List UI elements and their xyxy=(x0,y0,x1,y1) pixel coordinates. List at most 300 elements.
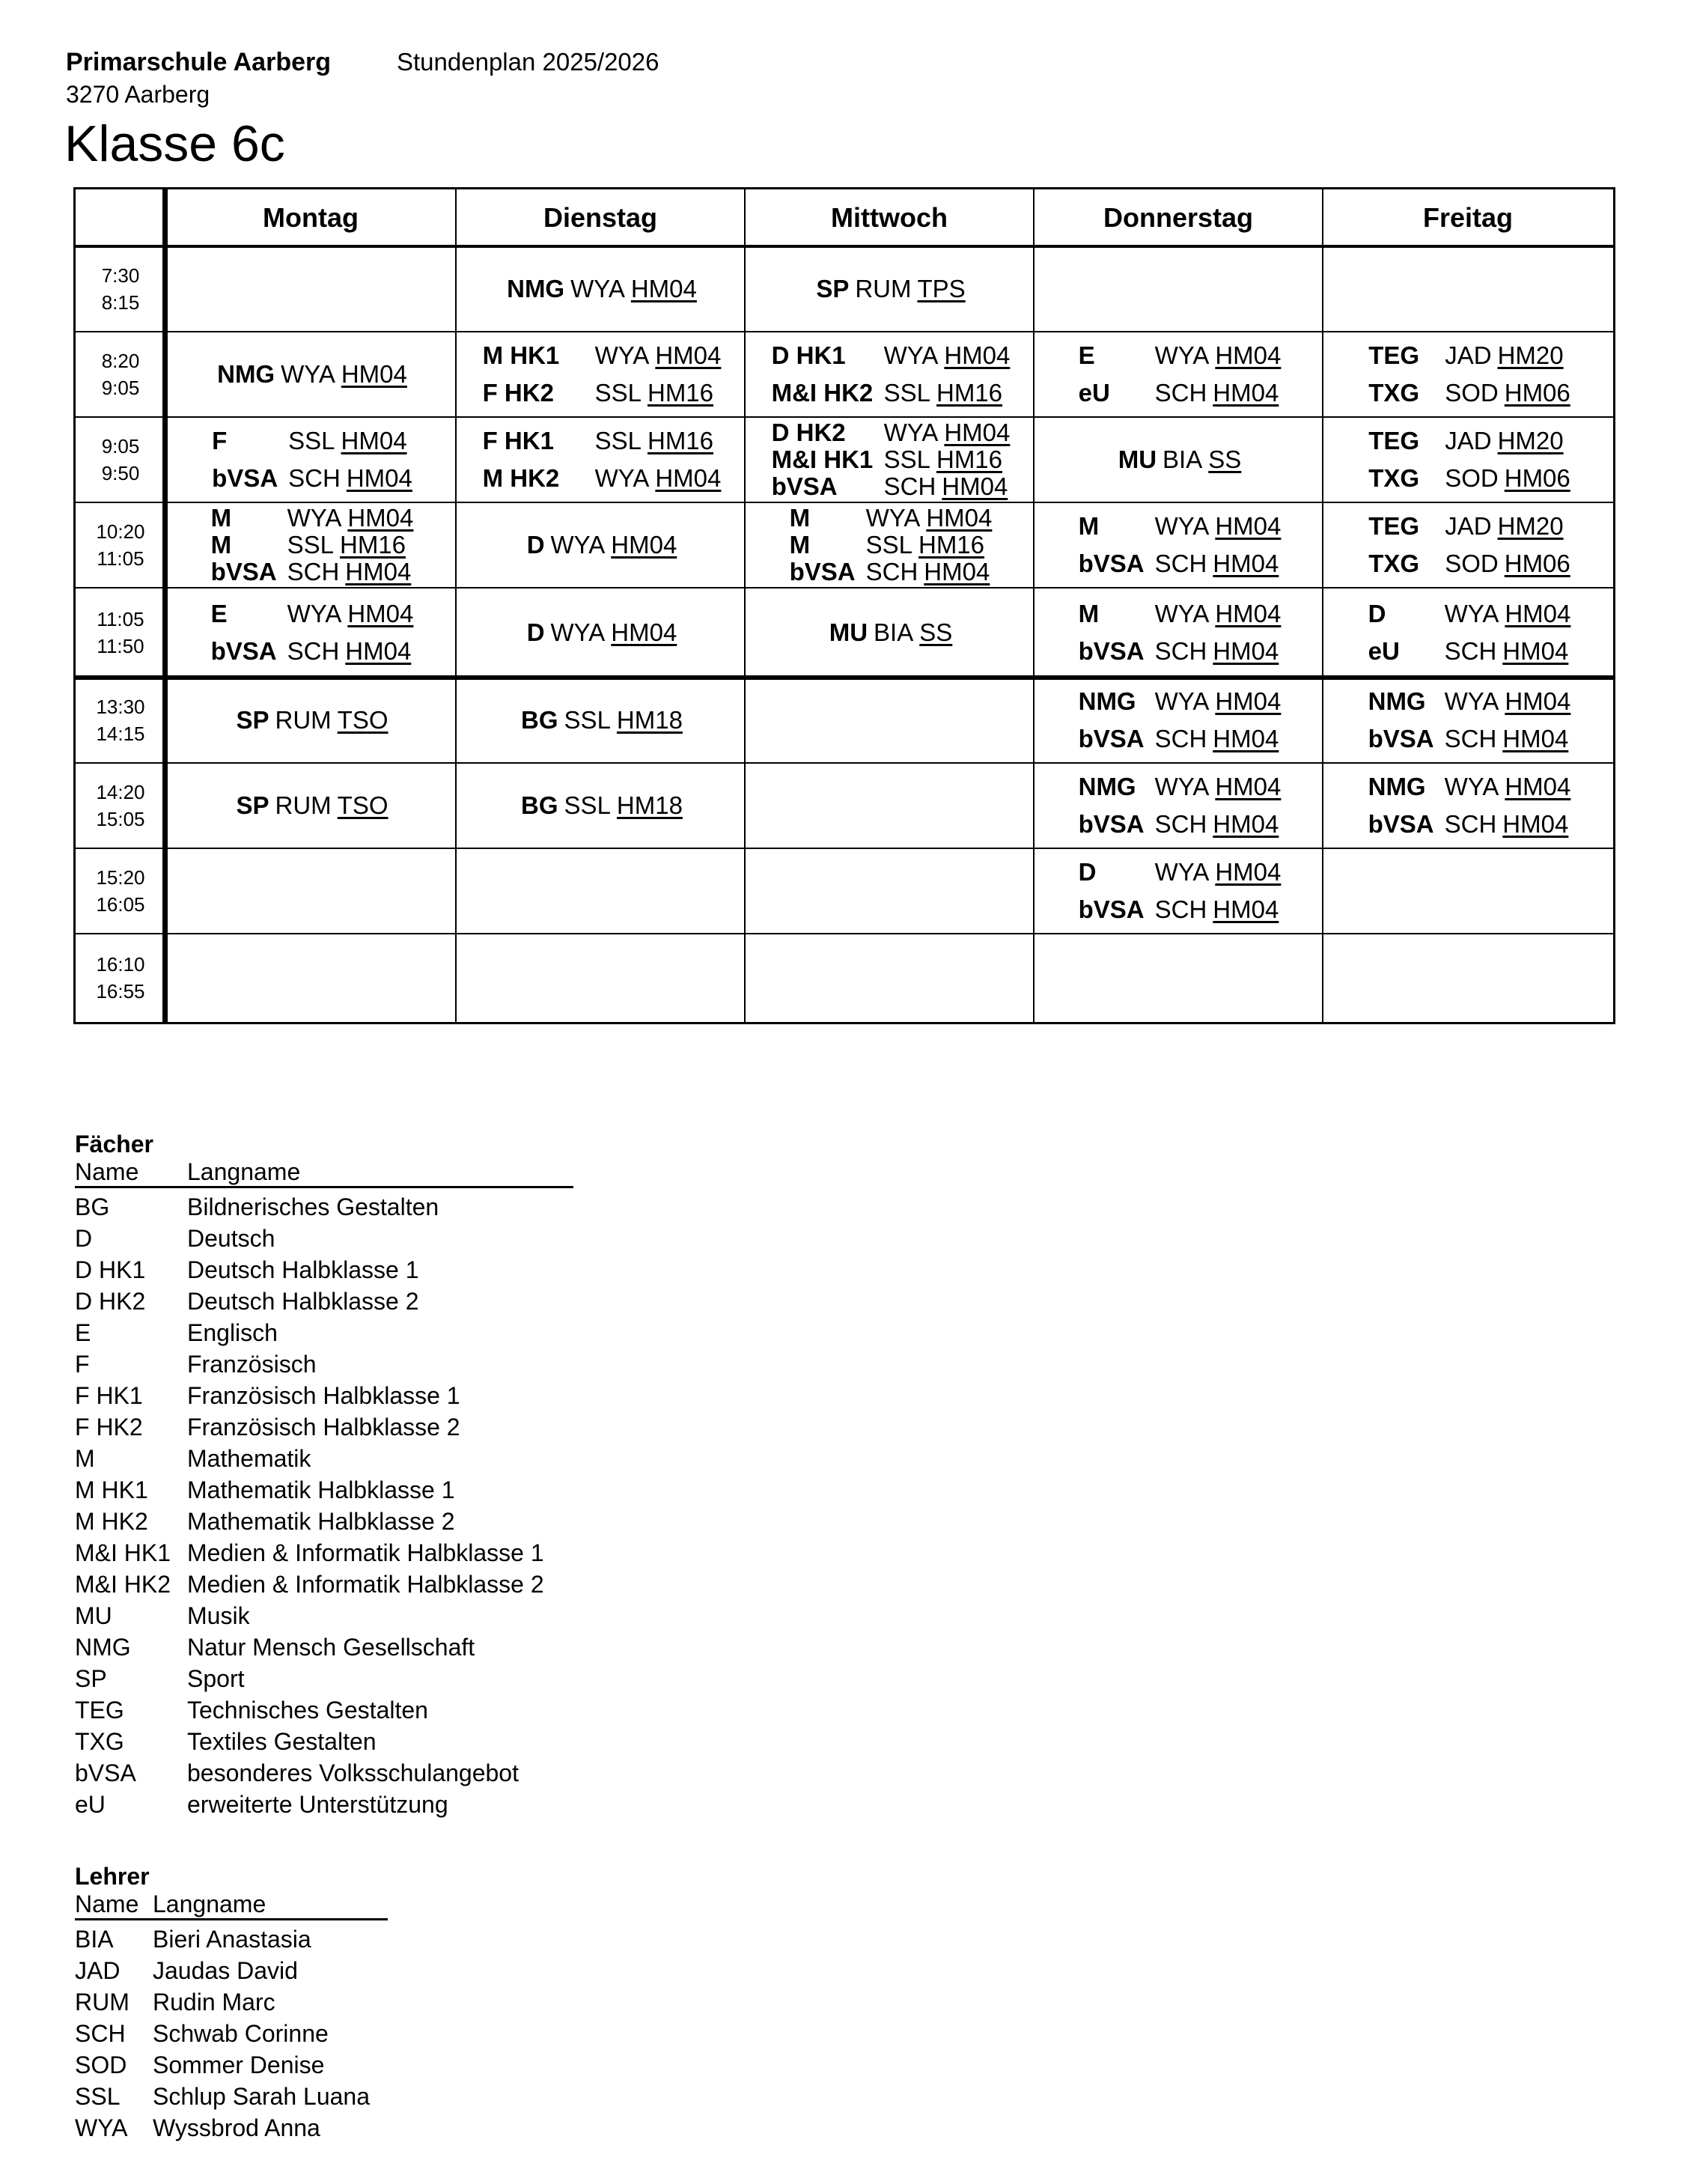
lesson-cell xyxy=(751,589,1031,676)
day-header: Mittwoch xyxy=(831,202,948,233)
time-start: 9:05 xyxy=(101,435,140,457)
lesson-teacher: WYA xyxy=(287,504,342,532)
lesson-room[interactable]: HM04 xyxy=(1215,512,1282,540)
subject-row-code: bVSA xyxy=(75,1759,136,1786)
subject-row-code: M&I HK2 xyxy=(75,1571,171,1598)
subjects-legend-header xyxy=(75,1158,573,1188)
lesson-room[interactable]: HM04 xyxy=(347,600,414,627)
teachers-legend-header xyxy=(75,1891,388,1920)
lesson-room[interactable]: HM04 xyxy=(341,427,407,454)
lesson-teacher: WYA xyxy=(1444,600,1499,627)
lesson-room[interactable]: HM04 xyxy=(1505,600,1571,627)
lesson-room[interactable]: HM04 xyxy=(341,360,407,388)
lesson-cell xyxy=(751,850,1031,932)
lesson-room[interactable]: HM04 xyxy=(1213,637,1279,665)
teacher-row-code: WYA xyxy=(75,2114,128,2141)
lesson-entry xyxy=(1368,633,1571,670)
lesson-teacher: SSL xyxy=(564,706,611,734)
subject-row-longname: Deutsch Halbklasse 1 xyxy=(187,1256,419,1283)
lesson-teacher: WYA xyxy=(865,504,921,532)
lesson-subject: M xyxy=(1078,512,1100,540)
lesson-group xyxy=(1079,508,1282,582)
lesson-cell xyxy=(1329,589,1610,676)
subject-row-code: SP xyxy=(75,1665,107,1692)
teacher-row-code: JAD xyxy=(75,1957,121,1984)
lesson-entry xyxy=(1079,768,1282,806)
time-end: 16:55 xyxy=(96,980,145,1003)
subject-row-code: D HK2 xyxy=(75,1288,146,1315)
lesson-cell xyxy=(462,419,742,501)
teacher-row xyxy=(75,1955,388,1986)
subject-row xyxy=(75,1757,573,1789)
lesson-subject: F HK1 xyxy=(482,427,554,454)
lesson-entry xyxy=(1368,683,1571,720)
lesson-entry xyxy=(236,787,388,824)
lesson-room[interactable]: HM04 xyxy=(944,419,1011,446)
lesson-group xyxy=(772,337,1011,412)
lesson-teacher: WYA xyxy=(281,360,335,388)
lesson-subject: M HK1 xyxy=(482,341,560,369)
lesson-cell xyxy=(751,248,1031,330)
grid-line xyxy=(455,189,457,1022)
lesson-cell xyxy=(171,589,453,676)
time-end: 9:50 xyxy=(101,462,140,484)
subject-row-code: F HK2 xyxy=(75,1414,143,1441)
lesson-cell xyxy=(1040,850,1320,932)
lesson-group xyxy=(790,505,993,585)
lesson-cell xyxy=(1329,679,1610,761)
time-slot xyxy=(76,848,165,934)
subject-row-longname: erweiterte Unterstützung xyxy=(187,1791,448,1818)
lesson-room[interactable]: HM04 xyxy=(611,618,677,646)
lesson-entry xyxy=(1079,720,1282,758)
lesson-group xyxy=(1079,683,1282,758)
lesson-teacher: WYA xyxy=(1154,773,1210,800)
lesson-teacher: JAD xyxy=(1445,512,1492,540)
lesson-cell xyxy=(1329,419,1610,501)
lesson-entry xyxy=(1368,337,1570,374)
lesson-room[interactable]: HM04 xyxy=(1215,773,1282,800)
lesson-subject: D xyxy=(1078,858,1097,886)
lesson-cell xyxy=(1040,935,1320,1020)
lesson-group xyxy=(211,505,414,585)
lesson-cell xyxy=(462,589,742,676)
lesson-room[interactable]: HM16 xyxy=(647,427,714,454)
lesson-cell xyxy=(1040,504,1320,586)
subject-row-longname: Textiles Gestalten xyxy=(187,1728,377,1755)
lesson-teacher: SSL xyxy=(564,791,611,819)
lesson-subject: bVSA xyxy=(771,472,838,500)
lesson-room[interactable]: HM04 xyxy=(611,531,677,559)
subject-row-code: NMG xyxy=(75,1634,131,1661)
lesson-entry xyxy=(772,374,1011,412)
lesson-cell xyxy=(171,333,453,416)
subject-row xyxy=(75,1537,573,1569)
lesson-room[interactable]: HM04 xyxy=(1213,379,1279,407)
lesson-subject: MU xyxy=(829,618,868,646)
lesson-room[interactable]: HM04 xyxy=(1213,550,1279,577)
subject-row-longname: Medien & Informatik Halbklasse 2 xyxy=(187,1571,544,1598)
subject-row xyxy=(75,1600,573,1631)
subject-row-longname: Musik xyxy=(187,1602,250,1629)
lesson-entry xyxy=(1368,595,1571,633)
class-title: Klasse 6c xyxy=(64,115,285,172)
teacher-row xyxy=(75,1986,388,2018)
lesson-room[interactable]: HM04 xyxy=(1213,895,1279,923)
lesson-teacher: SCH xyxy=(1154,637,1207,665)
lesson-entry xyxy=(521,787,683,824)
lesson-subject: bVSA xyxy=(212,464,278,492)
lesson-group xyxy=(772,419,1011,500)
lesson-entry xyxy=(211,559,414,585)
subject-row-longname: Mathematik xyxy=(187,1445,311,1472)
subject-row-code: D xyxy=(75,1225,93,1252)
teacher-row xyxy=(75,1923,388,1955)
lesson-subject: bVSA xyxy=(210,558,277,585)
lesson-subject: TXG xyxy=(1368,379,1420,407)
lesson-subject: TXG xyxy=(1368,550,1420,577)
lesson-room[interactable]: HM04 xyxy=(942,472,1008,500)
lesson-room[interactable]: HM06 xyxy=(1504,464,1570,492)
lesson-room[interactable]: HM04 xyxy=(345,637,412,665)
lesson-subject: NMG xyxy=(1078,687,1136,715)
lesson-room[interactable]: HM20 xyxy=(1497,341,1564,369)
lesson-teacher: WYA xyxy=(550,618,606,646)
lesson-room[interactable]: HM04 xyxy=(1502,810,1569,838)
time-end: 9:05 xyxy=(101,377,140,399)
lesson-entry xyxy=(1079,374,1282,412)
lesson-room[interactable]: HM04 xyxy=(655,341,722,369)
lesson-teacher: WYA xyxy=(1444,773,1499,800)
lesson-entry xyxy=(212,422,412,460)
lesson-room[interactable]: HM06 xyxy=(1504,379,1570,407)
subjects-legend-title: Fächer xyxy=(75,1131,153,1158)
lesson-room[interactable]: HM04 xyxy=(1215,600,1282,627)
teacher-row-longname: Wyssbrod Anna xyxy=(153,2114,320,2141)
lesson-teacher: JAD xyxy=(1445,341,1492,369)
lesson-room[interactable]: HM06 xyxy=(1504,550,1570,577)
subject-row-longname: Natur Mensch Gesellschaft xyxy=(187,1634,475,1661)
subject-row xyxy=(75,1223,573,1254)
teacher-row xyxy=(75,2112,388,2144)
lesson-entry xyxy=(1079,337,1282,374)
time-slot xyxy=(76,934,165,1022)
lesson-cell xyxy=(462,764,742,847)
lesson-cell xyxy=(171,504,453,586)
teacher-row-longname: Schwab Corinne xyxy=(153,2020,329,2047)
lesson-room[interactable]: TSO xyxy=(337,791,389,819)
lesson-teacher: SOD xyxy=(1445,550,1499,577)
subject-row-longname: Sport xyxy=(187,1665,245,1692)
lesson-room[interactable]: HM16 xyxy=(936,379,1003,407)
subject-row xyxy=(75,1443,573,1474)
lesson-room[interactable]: HM04 xyxy=(1213,725,1279,752)
lesson-entry xyxy=(1368,460,1570,497)
subject-row-code: TEG xyxy=(75,1697,124,1724)
lesson-entry xyxy=(1079,806,1282,843)
lesson-cell xyxy=(171,419,453,501)
lesson-cell xyxy=(751,935,1031,1020)
subjects-col-long: Langname xyxy=(187,1158,301,1185)
subject-row-code: D HK1 xyxy=(75,1256,146,1283)
teacher-row xyxy=(75,2018,388,2049)
lesson-entry xyxy=(1368,720,1571,758)
lesson-subject: F xyxy=(212,427,228,454)
lesson-room[interactable]: HM04 xyxy=(926,504,993,532)
lesson-subject: NMG xyxy=(217,360,275,388)
subject-row-code: E xyxy=(75,1319,91,1346)
lesson-room[interactable]: HM04 xyxy=(944,341,1011,369)
lesson-subject: M HK2 xyxy=(482,464,560,492)
lesson-room[interactable]: HM04 xyxy=(1502,637,1569,665)
subject-row xyxy=(75,1348,573,1380)
teacher-row-longname: Rudin Marc xyxy=(153,1989,275,2016)
lesson-room[interactable]: HM16 xyxy=(339,531,406,559)
subject-row-longname: Französisch Halbklasse 2 xyxy=(187,1414,460,1441)
lesson-teacher: WYA xyxy=(1154,341,1210,369)
lesson-teacher: SOD xyxy=(1445,464,1499,492)
lesson-subject: BG xyxy=(521,706,558,734)
day-header: Donnerstag xyxy=(1103,202,1254,233)
teacher-row-code: SCH xyxy=(75,2020,126,2047)
lesson-entry xyxy=(211,505,414,532)
lesson-room[interactable]: HM04 xyxy=(1213,810,1279,838)
time-end: 15:05 xyxy=(96,808,145,830)
lesson-entry xyxy=(483,374,722,412)
grid-line xyxy=(76,848,1613,849)
lesson-subject: bVSA xyxy=(1368,810,1434,838)
time-start: 7:30 xyxy=(101,264,140,287)
lesson-cell xyxy=(1329,333,1610,416)
lesson-room[interactable]: HM04 xyxy=(655,464,722,492)
subject-row-code: M&I HK1 xyxy=(75,1539,171,1566)
lesson-room[interactable]: HM16 xyxy=(918,531,985,559)
time-slot xyxy=(76,678,165,763)
lesson-entry xyxy=(483,422,722,460)
lesson-cell xyxy=(751,504,1031,586)
time-start: 8:20 xyxy=(101,350,140,372)
lesson-teacher: WYA xyxy=(1154,600,1210,627)
lesson-subject: M xyxy=(789,531,811,559)
lesson-room[interactable]: HM20 xyxy=(1497,427,1564,454)
lesson-teacher: SCH xyxy=(1154,725,1207,752)
lesson-room[interactable]: HM04 xyxy=(1502,725,1569,752)
lesson-entry xyxy=(829,614,953,651)
lesson-subject: D xyxy=(526,531,545,559)
subject-row-longname: Bildnerisches Gestalten xyxy=(187,1193,439,1220)
lesson-group xyxy=(212,422,412,497)
lesson-group xyxy=(1079,337,1282,412)
lesson-subject: M&I HK1 xyxy=(771,445,874,473)
lesson-entry xyxy=(772,337,1011,374)
lesson-teacher: SCH xyxy=(1154,810,1207,838)
subject-row xyxy=(75,1694,573,1726)
teacher-row-longname: Sommer Denise xyxy=(153,2051,325,2078)
lesson-cell xyxy=(1329,850,1610,932)
lesson-room[interactable]: HM04 xyxy=(1505,687,1571,715)
lesson-teacher: SSL xyxy=(594,379,642,407)
lesson-teacher: SCH xyxy=(1444,810,1497,838)
lesson-entry xyxy=(212,460,412,497)
lesson-entry xyxy=(521,702,683,739)
subject-row-code: F xyxy=(75,1351,90,1378)
subject-row xyxy=(75,1254,573,1286)
lesson-cell xyxy=(462,248,742,330)
lesson-subject: TEG xyxy=(1368,427,1420,454)
lesson-entry xyxy=(1079,633,1282,670)
teacher-row-longname: Jaudas David xyxy=(153,1957,298,1984)
lesson-room[interactable]: HM04 xyxy=(1215,341,1282,369)
subject-row-longname: Französisch Halbklasse 1 xyxy=(187,1382,460,1409)
lesson-room[interactable]: HM20 xyxy=(1497,512,1564,540)
lesson-teacher: SCH xyxy=(865,558,918,585)
lesson-subject: TEG xyxy=(1368,512,1420,540)
lesson-group xyxy=(1079,768,1282,843)
lesson-cell xyxy=(751,333,1031,416)
lesson-entry xyxy=(1079,891,1282,928)
lesson-subject: E xyxy=(210,600,228,627)
time-end: 11:50 xyxy=(97,635,144,657)
lesson-teacher: SCH xyxy=(1154,379,1207,407)
lesson-teacher: WYA xyxy=(883,419,939,446)
time-slot xyxy=(76,332,165,417)
subject-row xyxy=(75,1663,573,1694)
subject-row-code: MU xyxy=(75,1602,112,1629)
lesson-subject: bVSA xyxy=(1078,895,1145,923)
lesson-cell xyxy=(171,679,453,761)
lesson-subject: M xyxy=(210,531,232,559)
day-header: Montag xyxy=(263,202,359,233)
lesson-subject: F HK2 xyxy=(482,379,554,407)
lesson-subject: D xyxy=(1368,600,1386,627)
grid-line xyxy=(76,762,1613,764)
lesson-teacher: WYA xyxy=(1154,512,1210,540)
lesson-entry xyxy=(1368,508,1570,545)
lesson-teacher: RUM xyxy=(275,791,332,819)
lesson-entry xyxy=(1079,545,1282,582)
lesson-subject: eU xyxy=(1368,637,1400,665)
lesson-room[interactable]: HM04 xyxy=(1215,858,1282,886)
lesson-teacher: SSL xyxy=(594,427,642,454)
lesson-entry xyxy=(790,559,993,585)
lesson-entry xyxy=(483,460,722,497)
lesson-teacher: SCH xyxy=(1154,550,1207,577)
lesson-teacher: SSL xyxy=(883,445,930,473)
lesson-teacher: RUM xyxy=(855,275,912,302)
teacher-row-code: SOD xyxy=(75,2051,127,2078)
lesson-entry xyxy=(483,337,722,374)
time-slot xyxy=(76,246,165,332)
subject-row xyxy=(75,1631,573,1663)
lesson-room[interactable]: HM16 xyxy=(936,445,1003,473)
subject-row xyxy=(75,1789,573,1820)
lesson-entry xyxy=(1368,768,1571,806)
lesson-entry xyxy=(1079,854,1282,891)
grid-line xyxy=(76,933,1613,934)
time-slot xyxy=(76,763,165,848)
lesson-room[interactable]: HM18 xyxy=(616,791,683,819)
lesson-teacher: WYA xyxy=(1154,687,1210,715)
lesson-subject: MU xyxy=(1118,445,1157,473)
lesson-room[interactable]: HM04 xyxy=(1505,773,1571,800)
subject-row xyxy=(75,1506,573,1537)
lesson-subject: M&I HK2 xyxy=(771,379,874,407)
lesson-teacher: BIA xyxy=(874,618,914,646)
lesson-entry xyxy=(211,633,414,670)
lesson-entry xyxy=(772,473,1011,500)
lesson-entry xyxy=(1368,806,1571,843)
lesson-teacher: WYA xyxy=(550,531,606,559)
lesson-room[interactable]: HM04 xyxy=(924,558,990,585)
lesson-room[interactable]: SS xyxy=(1208,445,1242,473)
lesson-subject: E xyxy=(1078,341,1095,369)
lesson-group xyxy=(1368,768,1571,843)
subject-row-code: BG xyxy=(75,1193,110,1220)
lesson-teacher: BIA xyxy=(1163,445,1203,473)
lesson-group xyxy=(483,422,722,497)
grid-line xyxy=(1322,189,1323,1022)
teacher-row-code: RUM xyxy=(75,1989,130,2016)
timetable xyxy=(73,187,1615,1024)
time-end: 16:05 xyxy=(96,893,145,916)
teacher-row xyxy=(75,2081,388,2112)
lesson-group xyxy=(1368,595,1571,670)
lesson-entry xyxy=(507,270,697,308)
lesson-cell xyxy=(1040,679,1320,761)
subjects-legend xyxy=(75,1131,573,1820)
lesson-room[interactable]: HM04 xyxy=(346,464,412,492)
subject-row-longname: Französisch xyxy=(187,1351,317,1378)
lesson-room[interactable]: TSO xyxy=(337,706,389,734)
lesson-group xyxy=(1368,683,1571,758)
lesson-entry xyxy=(211,532,414,559)
lesson-room[interactable]: SS xyxy=(919,618,953,646)
lesson-teacher: WYA xyxy=(1154,858,1210,886)
lesson-cell xyxy=(1040,419,1320,501)
lesson-room[interactable]: HM18 xyxy=(616,706,683,734)
lesson-room[interactable]: TPS xyxy=(917,275,966,302)
grid-line xyxy=(76,502,1613,503)
lesson-subject: SP xyxy=(236,706,269,734)
subject-row xyxy=(75,1474,573,1506)
lesson-cell xyxy=(1040,589,1320,676)
lesson-entry xyxy=(1118,441,1242,478)
lesson-entry xyxy=(772,446,1011,473)
lesson-entry xyxy=(527,526,677,564)
lesson-room[interactable]: HM16 xyxy=(647,379,714,407)
lesson-room[interactable]: HM04 xyxy=(630,275,697,302)
subject-row-code: eU xyxy=(75,1791,106,1818)
teachers-col-long: Langname xyxy=(153,1891,266,1917)
time-end: 11:05 xyxy=(97,547,144,570)
lesson-entry xyxy=(1368,422,1570,460)
lesson-teacher: SCH xyxy=(288,464,341,492)
lesson-room[interactable]: HM04 xyxy=(347,504,414,532)
lesson-subject: bVSA xyxy=(1078,550,1145,577)
time-end: 8:15 xyxy=(101,291,140,314)
subject-row-longname: Mathematik Halbklasse 1 xyxy=(187,1476,455,1503)
lesson-cell xyxy=(1329,504,1610,586)
time-slot xyxy=(76,502,165,588)
lesson-entry xyxy=(790,505,993,532)
lesson-entry xyxy=(211,595,414,633)
subject-row-longname: Deutsch xyxy=(187,1225,275,1252)
lesson-room[interactable]: HM04 xyxy=(1215,687,1282,715)
subject-row-code: TXG xyxy=(75,1728,124,1755)
lesson-subject: M xyxy=(210,504,232,532)
lesson-room[interactable]: HM04 xyxy=(345,558,412,585)
lesson-entry xyxy=(772,419,1011,446)
